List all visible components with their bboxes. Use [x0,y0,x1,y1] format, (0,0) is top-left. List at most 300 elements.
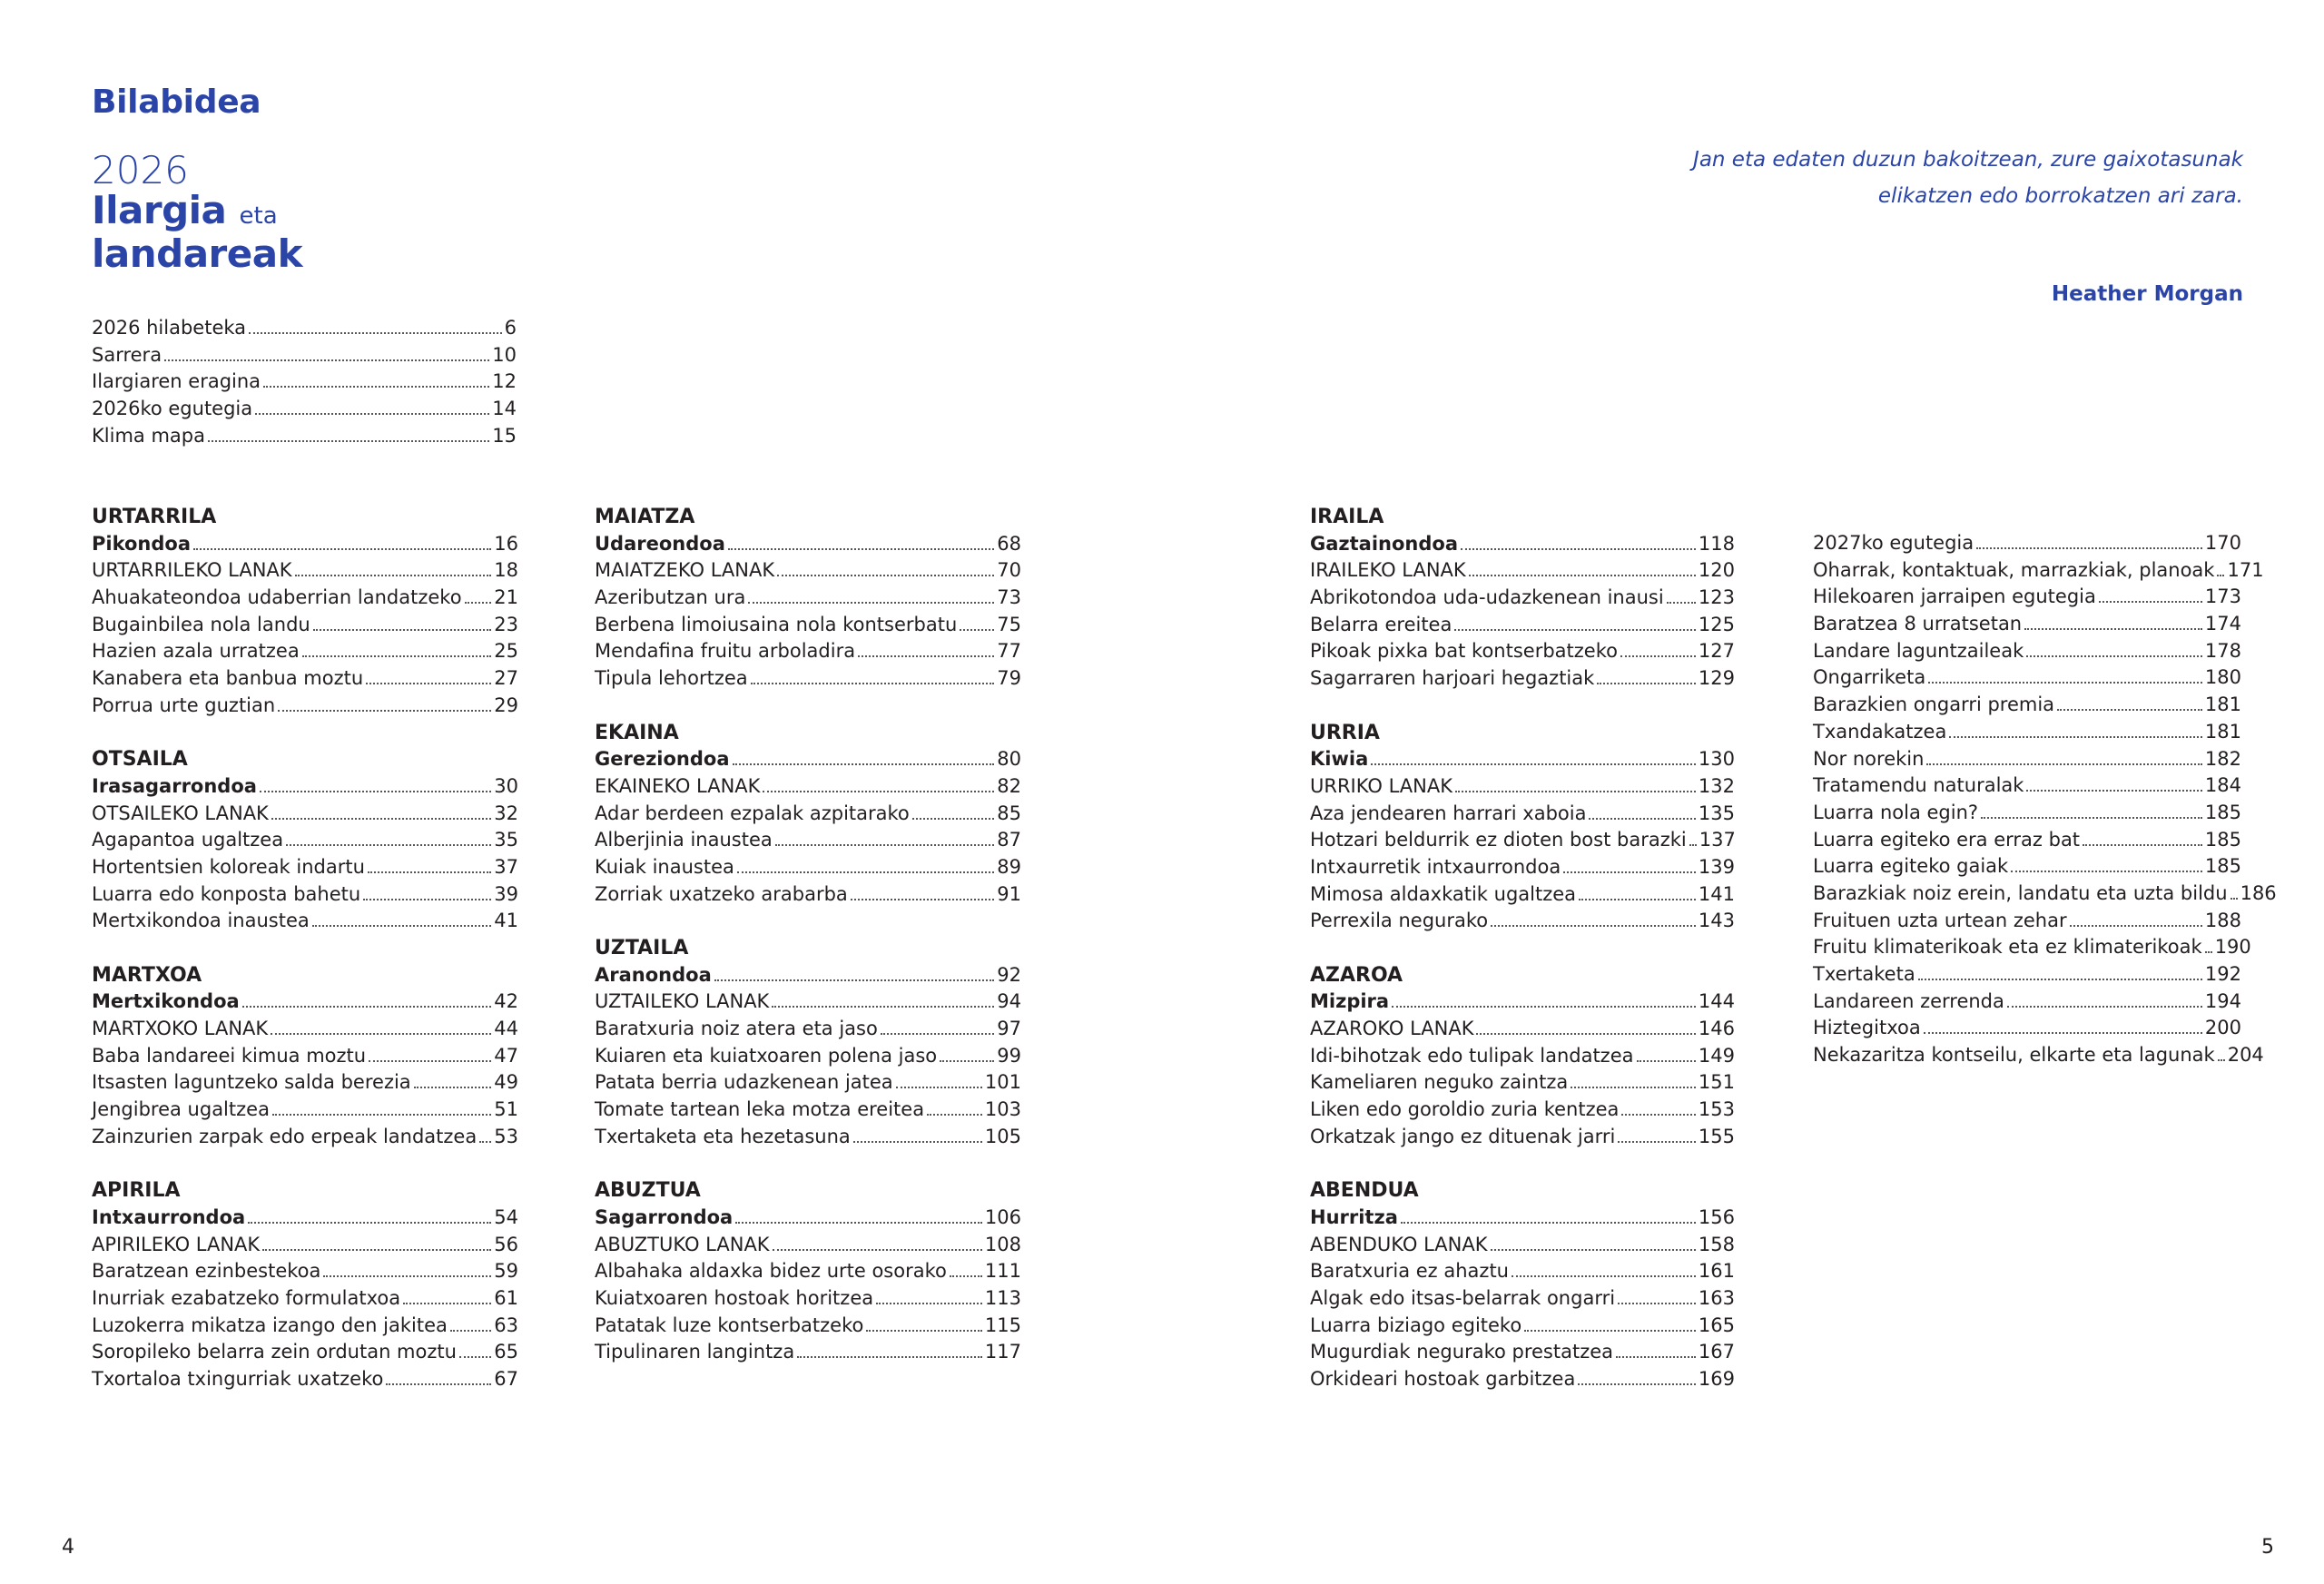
toc-entry-label: Sagarraren harjoari hegaztiak [1310,667,1595,690]
toc-entry [1813,719,2241,746]
toc-entry-page: 181 [2204,720,2241,743]
toc-leader-dots [255,413,489,415]
toc-entry-page: 178 [2204,639,2241,662]
toc-leader-dots [777,575,994,576]
toc-leader-dots [295,575,492,576]
toc-leader-dots [2024,628,2202,630]
toc-entry-label: Hiztegitxoa [1813,1017,1921,1039]
month-heading: MAIATZA [595,506,695,528]
toc-entry-label: Oharrak, kontaktuak, marrazkiak, planoak [1813,558,2215,581]
toc-entry-label: URRIKO LANAK [1310,774,1452,797]
toc-entry [1813,853,2241,881]
toc-entry-page: 80 [997,748,1021,771]
toc-leader-dots [242,1006,492,1008]
toc-entry [1310,989,1735,1016]
toc-entry-page: 15 [492,424,517,447]
toc-leader-dots [248,1222,491,1224]
toc-entry-page: 12 [492,370,517,393]
toc-entry-page: 32 [494,802,518,824]
toc-entry-label: Tipula lehortzea [595,667,748,690]
toc-leader-dots [271,1033,491,1035]
toc-entry-label: Aza jendearen harrari xaboia [1310,802,1587,824]
toc-entry [92,585,518,612]
toc-entry [1310,1285,1735,1313]
toc-leader-dots [773,1249,982,1251]
toc-leader-dots [368,871,491,873]
toc-entry-page: 35 [494,829,518,851]
toc-entry-label: Baratzean ezinbestekoa [92,1260,321,1283]
toc-entry [595,1313,1021,1340]
toc-entry [595,638,1021,665]
toc-leader-dots [263,386,489,388]
toc-entry-label: Kiwia [1310,748,1369,771]
toc-entry [1310,1205,1735,1232]
toc-entry [92,315,517,342]
toc-leader-dots [366,683,491,684]
toc-leader-dots [286,844,491,846]
toc-entry-page: 139 [1698,855,1735,878]
toc-entry-page: 144 [1698,990,1735,1013]
toc-column-4 [1813,530,2277,1069]
month-heading: AZAROA [1310,963,1403,987]
toc-entry-page: 91 [997,882,1021,905]
toc-entry-label: Irasagarrondoa [92,774,257,797]
toc-entry [1813,1042,2264,1069]
toc-entry-label: Porrua urte guztian [92,694,276,716]
toc-entry-label: Patata berria udazkenean jatea [595,1071,893,1094]
toc-entry [92,1097,518,1124]
toc-entry [595,854,1021,881]
toc-leader-dots [735,1222,982,1224]
toc-entry-page: 85 [997,802,1021,824]
toc-leader-dots [950,1275,982,1277]
toc-leader-dots [323,1275,491,1277]
quote-author: Heather Morgan [2051,282,2243,306]
toc-entry [1310,827,1735,854]
toc-entry-label: Luarra biziago egiteko [1310,1313,1522,1336]
toc-entry-page: 14 [492,398,517,420]
toc-leader-dots [2070,925,2202,927]
month-heading: IRAILA [1310,506,1384,528]
toc-entry-page: 127 [1698,640,1735,663]
toc-entry-label: EKAINEKO LANAK [595,774,761,797]
toc-entry [1310,1313,1735,1340]
toc-entry-label: Ahuakateondoa udaberrian landatzeko [92,586,462,609]
toc-entry-label: Luarra edo konposta bahetu [92,882,361,905]
toc-entry-label: Txandakatzea [1813,720,1947,743]
toc-leader-dots [2026,790,2201,792]
toc-leader-dots [1949,736,2202,738]
toc-entry-label: Pikondoa [92,532,191,555]
month-heading: OTSAILA [92,748,188,772]
toc-leader-dots [733,763,995,765]
toc-entry [92,1016,518,1043]
toc-entry [595,1258,1021,1285]
toc-entry-page: 190 [2214,936,2251,959]
toc-entry-page: 200 [2204,1017,2241,1039]
toc-leader-dots [2083,844,2202,846]
toc-entry [1310,1069,1735,1097]
toc-entry-page: 185 [2204,855,2241,878]
toc-entry-label: Bugainbilea nola landu [92,613,310,635]
toc-entry [595,665,1021,693]
toc-entry [92,665,518,693]
toc-entry-page: 153 [1698,1098,1735,1121]
toc-entry-page: 94 [997,990,1021,1013]
toc-entry-page: 170 [2204,532,2241,554]
toc-entry [1310,1016,1735,1043]
toc-leader-dots [271,818,491,820]
epigraph-quote [1553,142,2243,214]
toc-entry-label: Intxaurrondoa [92,1205,246,1228]
toc-entry-label: Berbena limoiusaina nola kontserbatu [595,613,958,635]
toc-leader-dots [714,979,995,981]
toc-entry-label: Soropileko belarra zein ordutan moztu [92,1341,457,1363]
toc-entry [595,1097,1021,1124]
toc-entry-page: 42 [494,990,518,1013]
toc-entry-page: 156 [1698,1205,1735,1228]
toc-entry-label: Nor norekin [1813,747,1925,770]
toc-entry-label: Abrikotondoa uda-udazkenean inausi [1310,586,1664,609]
toc-entry-label: Luzokerra mikatza izango den jakitea [92,1313,448,1336]
toc-leader-dots [1524,1330,1696,1332]
toc-leader-dots [1392,1006,1696,1008]
toc-leader-dots [876,1303,982,1304]
toc-entry [1813,530,2241,557]
toc-entry-label: Orkatzak jango ez dituenak jarri [1310,1125,1616,1147]
toc-entry-label: Baratxuria ez ahaztu [1310,1260,1509,1283]
toc-entry-page: 118 [1698,532,1735,555]
toc-entry-label: Zainzurien zarpak edo erpeak landatzea [92,1125,478,1147]
toc-entry [92,1069,518,1097]
month-heading: ABENDUA [1310,1179,1419,1203]
toc-entry-page: 41 [494,910,518,932]
toc-leader-dots [1924,1032,2202,1034]
toc-leader-dots [881,1033,994,1035]
toc-entry-page: 111 [984,1260,1021,1283]
toc-entry-page: 16 [494,532,518,555]
quote-line: Jan eta edaten duzun bakoitzean, zure gaixotasunak [1693,148,2243,172]
toc-entry [1310,1124,1735,1151]
toc-entry-label: Luarra egiteko era erraz bat [1813,828,2081,851]
toc-leader-dots [1618,1303,1696,1304]
month-heading: URTARRILA [92,506,217,528]
toc-entry-label: Gereziondoa [595,748,730,771]
toc-entry-label: Kuiaren eta kuiatxoaren polena jaso [595,1044,938,1067]
toc-entry-page: 47 [494,1044,518,1067]
toc-entry-label: Fruitu klimaterikoak eta ez klimaterikoak [1813,936,2202,959]
toc-entry [595,1285,1021,1313]
toc-entry [1310,612,1735,639]
toc-leader-dots [728,548,994,550]
toc-entry [1813,934,2251,961]
toc-entry-label: Mizpira [1310,990,1390,1013]
toc-entry [92,423,517,450]
toc-entry-label: Luarra nola egin? [1813,801,1979,823]
toc-entry-page: 185 [2204,801,2241,823]
toc-entry [92,638,518,665]
toc-entry-page: 106 [984,1205,1021,1228]
book-year: 2026 [92,148,189,192]
toc-leader-dots [1371,763,1696,765]
toc-leader-dots [763,791,994,792]
toc-entry-page: 158 [1698,1233,1735,1255]
toc-entry-page: 77 [997,640,1021,663]
toc-entry-page: 115 [984,1313,1021,1336]
toc-entry-label: URTARRILEKO LANAK [92,559,292,582]
toc-entry-page: 171 [2227,558,2264,581]
toc-entry-label: Alberjinia inaustea [595,829,773,851]
toc-leader-dots [459,1356,491,1358]
quote-line: elikatzen edo borrokatzen ari zara. [1877,184,2243,208]
toc-entry [92,1124,518,1151]
toc-entry-label: Tomate tartean leka motza ereitea [595,1098,925,1121]
toc-leader-dots [1563,871,1696,873]
toc-leader-dots [1926,763,2201,765]
month-heading: URRIA [1310,721,1380,744]
brand-title: Bilabidea [92,84,261,121]
toc-leader-dots [858,655,994,657]
toc-entry-page: 186 [2240,881,2277,904]
toc-entry [595,801,1021,828]
toc-entry [1813,908,2241,935]
toc-entry-label: Mendafina fruitu arboladira [595,640,856,663]
toc-entry [1813,611,2241,638]
toc-entry-label: Perrexila negurako [1310,910,1489,932]
toc-entry [1310,801,1735,828]
toc-entry [92,1043,518,1070]
section-gap [595,1151,1021,1178]
toc-entry-label: Mertxikondoa inaustea [92,910,310,932]
toc-entry-page: 67 [494,1368,518,1390]
toc-entry-label: IRAILEKO LANAK [1310,559,1466,582]
toc-entry [92,827,518,854]
toc-entry [92,1313,518,1340]
toc-entry-label: Idi-bihotzak edo tulipak landatzea [1310,1044,1634,1067]
toc-entry-label: Ongarriketa [1813,666,1926,689]
toc-entry-page: 185 [2204,828,2241,851]
toc-entry-label: Sarrera [92,343,162,366]
toc-entry-label: Kameliaren neguko zaintza [1310,1071,1569,1094]
toc-entry-page: 30 [494,774,518,797]
toc-entry-page: 181 [2204,694,2241,716]
toc-leader-dots [1401,1222,1696,1224]
toc-entry [92,1285,518,1313]
toc-entry-label: MARTXOKO LANAK [92,1018,269,1040]
toc-entry-label: Landareen zerrenda [1813,989,2004,1012]
toc-entry [595,531,1021,558]
toc-entry-page: 173 [2204,585,2241,608]
toc-entry [92,396,517,423]
month-heading: EKAINA [595,721,679,744]
toc-leader-dots [927,1114,982,1116]
toc-leader-dots [2217,575,2224,576]
toc-leader-dots [851,899,994,900]
toc-leader-dots [193,548,491,550]
toc-entry-label: Hilekoaren jarraipen egutegia [1813,585,2096,608]
section-gap [1310,935,1735,962]
toc-entry-label: Belarra ereitea [1310,613,1452,635]
toc-entry-page: 117 [984,1341,1021,1363]
toc-leader-dots [1616,1356,1696,1358]
toc-entry-page: 188 [2204,909,2241,931]
toc-entry-label: OTSAILEKO LANAK [92,802,269,824]
toc-entry-label: Landare laguntzaileak [1813,639,2024,662]
toc-entry-page: 120 [1698,559,1735,582]
toc-leader-dots [164,359,489,361]
toc-entry-page: 23 [494,613,518,635]
toc-entry-page: 21 [494,586,518,609]
toc-entry-page: 182 [2204,747,2241,770]
toc-leader-dots [1981,817,2202,819]
toc-entry-page: 155 [1698,1125,1735,1147]
toc-leader-dots [465,602,492,604]
toc-entry-page: 70 [997,559,1021,582]
toc-leader-dots [1578,1383,1696,1385]
toc-entry-label: Intxaurretik intxaurrondoa [1310,855,1561,878]
toc-entry [595,585,1021,612]
toc-entry-page: 56 [494,1233,518,1255]
toc-entry-label: Patatak luze kontserbatzeko [595,1313,864,1336]
toc-entry-label: Inurriak ezabatzeko formulatxoa [92,1286,401,1309]
toc-entry-page: 59 [494,1260,518,1283]
toc-leader-dots [737,871,994,873]
toc-entry [595,827,1021,854]
toc-entry [92,881,518,909]
toc-entry [1310,1339,1735,1366]
toc-entry-label: Udareondoa [595,532,725,555]
toc-leader-dots [2026,655,2202,657]
toc-entry-label: Agapantoa ugaltzea [92,829,284,851]
toc-entry-page: 27 [494,667,518,690]
toc-entry-page: 101 [984,1071,1021,1094]
toc-leader-dots [1491,925,1696,927]
toc-entry-label: Itsasten laguntzeko salda berezia [92,1071,411,1094]
toc-leader-dots [853,1141,982,1143]
toc-leader-dots [2007,1006,2202,1008]
toc-entry [92,369,517,396]
toc-entry-label: ABENDUKO LANAK [1310,1233,1488,1255]
toc-leader-dots [450,1330,491,1332]
toc-column-3 [1310,504,1735,1393]
toc-entry-page: 37 [494,855,518,878]
toc-entry-page: 167 [1698,1341,1735,1363]
section-gap [92,935,518,962]
toc-leader-dots [1454,629,1696,631]
month-heading: ABUZTUA [595,1179,701,1203]
toc-entry [92,1232,518,1259]
month-heading: MARTXOA [92,963,202,987]
toc-entry-label: ABUZTUKO LANAK [595,1233,770,1255]
toc-entry-page: 161 [1698,1260,1735,1283]
toc-column-1 [92,504,518,1393]
toc-entry-page: 82 [997,774,1021,797]
toc-leader-dots [751,683,995,684]
toc-entry [92,531,518,558]
toc-entry [1310,1232,1735,1259]
toc-leader-dots [313,629,492,631]
toc-entry-page: 49 [494,1071,518,1094]
toc-entry [1310,585,1735,612]
toc-entry-page: 132 [1698,774,1735,797]
toc-entry-label: MAIATZEKO LANAK [595,559,775,582]
toc-entry-page: 137 [1699,829,1736,851]
toc-leader-dots [2099,601,2202,603]
toc-leader-dots [1512,1275,1696,1277]
toc-leader-dots [866,1330,982,1332]
toc-entry-page: 53 [494,1125,518,1147]
toc-leader-dots [2218,1059,2225,1061]
toc-leader-dots [1455,791,1696,792]
toc-entry-page: 141 [1698,882,1735,905]
section-gap [92,1151,518,1178]
toc-entry-page: 143 [1698,910,1735,932]
toc-entry [595,557,1021,585]
toc-entry-label: Nekazaritza kontseilu, elkarte eta lagunak [1813,1044,2215,1067]
toc-entry-label: Kuiak inaustea [595,855,734,878]
toc-leader-dots [2011,871,2202,872]
toc-entry-page: 194 [2204,989,2241,1012]
toc-entry-label: 2026ko egutegia [92,398,253,420]
toc-entry [595,881,1021,909]
toc-entry-label: Zorriak uxatzeko arabarba [595,882,848,905]
toc-leader-dots [940,1060,994,1062]
toc-column-2 [595,504,1021,1366]
toc-leader-dots [278,710,491,712]
toc-entry-label: Aranondoa [595,963,712,986]
toc-leader-dots [260,791,491,792]
toc-entry-page: 105 [984,1125,1021,1147]
toc-leader-dots [1618,1141,1696,1143]
toc-entry-page: 25 [494,640,518,663]
toc-entry [1310,1043,1735,1070]
toc-entry-label: Barazkien ongarri premia [1813,694,2055,716]
toc-entry-page: 73 [997,586,1021,609]
toc-entry-label: Gaztainondoa [1310,532,1458,555]
toc-entry [92,1366,518,1393]
toc-leader-dots [1469,575,1696,576]
toc-leader-dots [208,440,489,442]
toc-leader-dots [363,899,491,900]
toc-leader-dots [1689,844,1697,846]
toc-entry-label: Klima mapa [92,424,205,447]
toc-entry-label: 2026 hilabeteka [92,317,247,339]
toc-entry [1813,692,2241,719]
toc-entry-page: 180 [2204,666,2241,689]
toc-leader-dots [1928,682,2202,684]
toc-entry [1310,665,1735,693]
title-connector: eta [239,202,278,230]
toc-entry-page: 29 [494,694,518,716]
toc-entry-label: Kanabera eta banbua moztu [92,667,364,690]
toc-leader-dots [1667,602,1696,604]
toc-entry [1310,1097,1735,1124]
toc-entry-page: 44 [494,1018,518,1040]
toc-entry-page: 184 [2204,774,2241,797]
toc-entry [595,1205,1021,1232]
month-heading: APIRILA [92,1179,181,1203]
toc-entry [92,801,518,828]
toc-entry [595,962,1021,989]
book-title-line2: landareak [92,231,303,276]
toc-leader-dots [1621,1114,1696,1116]
toc-leader-dots [775,844,995,846]
section-gap [1310,693,1735,720]
toc-leader-dots [262,1249,491,1251]
toc-entry-page: 130 [1698,748,1735,771]
section-gap [595,908,1021,935]
toc-entry-label: Hazien azala urratzea [92,640,300,663]
